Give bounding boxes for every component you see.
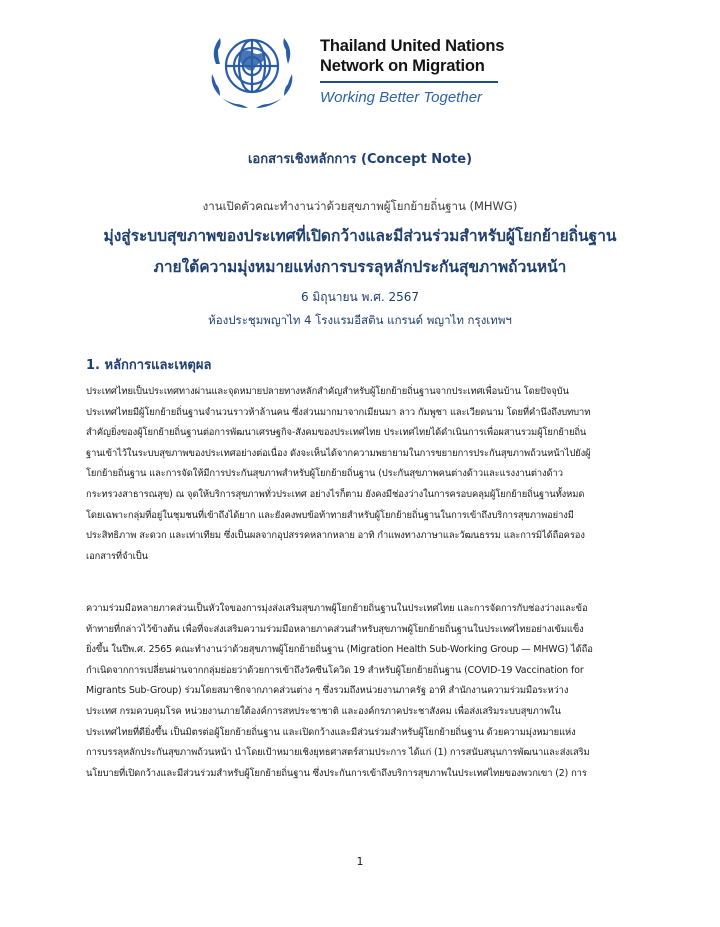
paragraph-line: นโยบายที่เปิดกว้างและมีส่วนร่วมสำหรับผู้โยกย้ายถิ่นฐาน ซึ่งประกันการเข้าถึงบริการสุขภาพในประเทศไทยของพวกเขา (2) การ [86,767,587,779]
paragraph-line: เอกสารที่จำเป็น [86,550,148,562]
un-emblem-icon [200,24,304,116]
paragraph-line: ประสิทธิภาพ สะดวก และเท่าเทียม ซึ่งเป็นผลจากอุปสรรคหลากหลาย อาทิ กำแพงทางภาษาและวัฒนธรรม และการมิได้ถือครอง [86,530,585,542]
paragraph-line: สำคัญยิ่งของผู้โยกย้ายถิ่นฐานต่อการพัฒนาเศรษฐกิจ-สังคมของประเทศไทย ประเทศไทยได้ดำเนินการเพื่อผสานรวมผู้โยกย้ายถิ่น [86,427,587,439]
org-name-line1: Thailand United Nations [320,37,505,55]
paragraph-line: ประเทศ กรมควบคุมโรค หน่วยงานภายใต้องค์การสหประชาชาติ และองค์กรภาคประชาสังคม เพื่อส่งเสริมระบบสุขภาพใน [86,705,561,717]
title-line-2: ภายใต้ความมุ่งหมายแห่งการบรรลุหลักประกันสุขภาพถ้วนหน้า [153,258,567,276]
paragraph-line: ประเทศไทยมีผู้โยกย้ายถิ่นฐานจำนวนราวห้าล้านคน ซึ่งส่วนมากมาจากเมียนมา ลาว กัมพูชา และเวียดนาม โดยที่คำนึงถึงบทบาท [86,406,591,418]
paragraph-1 [86,382,646,567]
paragraph-2 [86,599,646,784]
paragraph-line: ท้าทายที่กล่าวไว้ข้างต้น เพื่อที่จะส่งเสริมความร่วมมือหลายภาคส่วนสำหรับสุขภาพผู้โยกย้ายถิ่นฐานในประเทศไทยอย่างเข้มแข็ง [86,623,584,635]
paragraph-line: โยกย้ายถิ่นฐาน และการจัดให้มีการประกันสุขภาพสำหรับผู้โยกย้ายถิ่นฐาน (ประกันสุขภาพคนต่างด้าวและแรงงานต่างด้าว [86,468,563,480]
paragraph-line: Migrants Sub-Group) ร่วมโดยสมาชิกจากภาคส่วนต่าง ๆ ซึ่งรวมถึงหน่วยงานภาครัฐ อาทิ สำนักงานความร่วมมือระหว่าง [86,685,569,697]
paragraph-line: ประเทศไทยเป็นประเทศทางผ่านและจุดหมายปลายทางหลักสำคัญสำหรับผู้โยกย้ายถิ่นฐานจากประเทศเพื่อนบ้าน โดยปัจจุบัน [86,386,569,397]
org-name-line2: Network on Migration [320,57,485,75]
paragraph-line: ความร่วมมือหลายภาคส่วนเป็นหัวใจของการมุ่งส่งเสริมสุขภาพผู้โยกย้ายถิ่นฐานในประเทศไทย และการจัดการกับช่องว่างและข้อ [86,603,588,614]
paragraph-line: การบรรลุหลักประกันสุขภาพถ้วนหน้า นำโดยเป้าหมายเชิงยุทธศาสตร์สามประการ ได้แก่ (1) การสนับสนุนการพัฒนาและส่งเสริม [86,747,590,759]
paragraph-line: ยิ่งขึ้น ในปีพ.ศ. 2565 คณะทำงานว่าด้วยสุขภาพผู้โยกย้ายถิ่นฐาน (Migration Health Sub-Working Group — MHWG) ได้ถือ [86,644,593,656]
title-line-1: มุ่งสู่ระบบสุขภาพของประเทศที่เปิดกว้างและมีส่วนร่วมสำหรับผู้โยกย้ายถิ่นฐาน [103,227,617,245]
section-heading: 1. หลักการและเหตุผล [86,358,212,373]
document-type: เอกสารเชิงหลักการ (Concept Note) [247,152,473,167]
event-venue: ห้องประชุมพญาไท 4 โรงแรมอีสติน แกรนด์ พญาไท กรุงเทพฯ [208,313,512,327]
paragraph-line: ประเทศไทยที่ดียิ่งขึ้น เป็นมิตรต่อผู้โยกย้ายถิ่นฐาน และเปิดกว้างและมีส่วนร่วมสำหรับผู้โยกย้ายถิ่นฐาน ด้วยความมุ่งหมายแห่ง [86,726,576,738]
header-divider [320,81,498,83]
header [200,24,530,114]
paragraph-line: โดยเฉพาะกลุ่มที่อยู่ในชุมชนที่เข้าถึงได้ยาก และยังคงพบข้อท้าทายสำหรับผู้โยกย้ายถิ่นฐานในการเข้าถึงบริการสุขภาพอย่างมี [86,509,574,521]
org-name-block [320,36,540,106]
event-line: งานเปิดตัวคณะทำงานว่าด้วยสุขภาพผู้โยกย้ายถิ่นฐาน (MHWG) [202,199,518,213]
paragraph-line: ฐานเข้าไว้ในระบบสุขภาพของประเทศอย่างต่อเนื่อง ดังจะเห็นได้จากความพยายามในการขยายการประกันสุขภาพถ้วนหน้าไปยังผู้ [86,447,591,459]
event-date: 6 มิถุนายน พ.ศ. 2567 [300,290,420,304]
paragraph-line: กำเนิดจากการเปลี่ยนผ่านจากกลุ่มย่อยว่าด้วยการเข้าถึงวัคซีนโควิด 19 สำหรับผู้โยกย้ายถิ่นฐาน (COVID-19 Vaccination for [86,664,584,676]
org-tagline: Working Better Together [320,89,483,106]
page-number: 1 [356,855,364,868]
paragraph-line: กระทรวงสาธารณสุข) ณ จุดให้บริการสุขภาพทั่วประเทศ อย่างไรก็ตาม ยังคงมีช่องว่างในการครอบคลุมผู้โยกย้ายถิ่นฐานทั้งหมด [86,488,585,500]
